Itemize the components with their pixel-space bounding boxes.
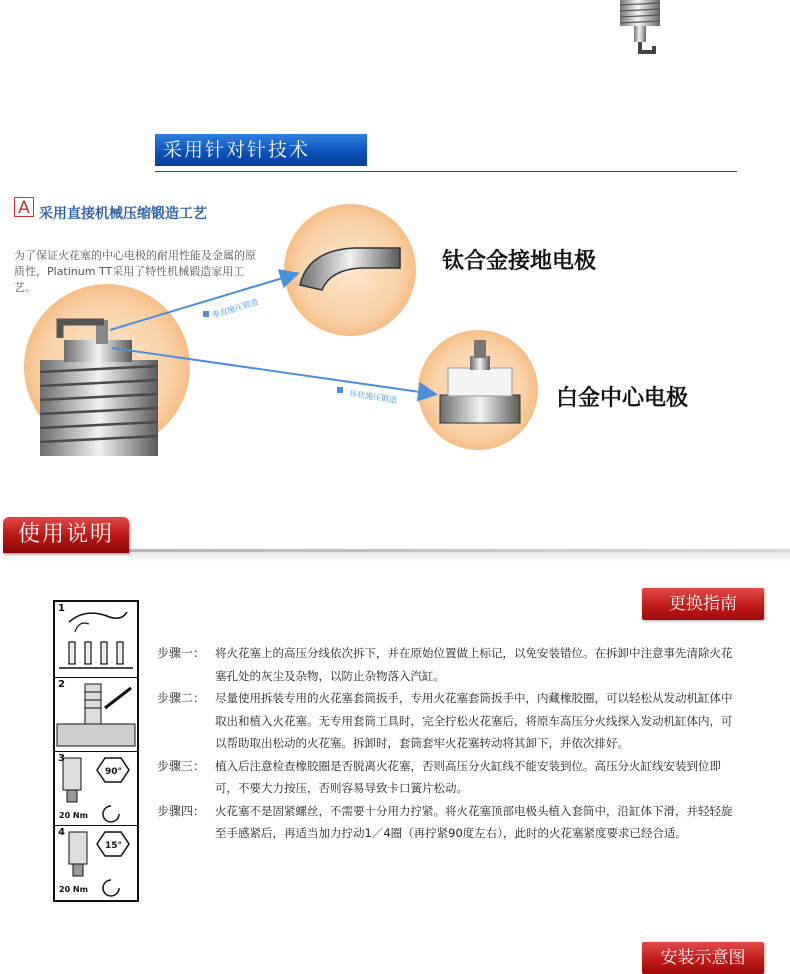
- step-item: [157, 687, 742, 755]
- panel-step-number: 1: [58, 603, 65, 614]
- panel-step-1: [55, 602, 137, 678]
- step-label: 步骤三：: [157, 758, 206, 773]
- spark-plug-partial-image: [610, 0, 670, 60]
- step-label: 步骤四：: [157, 803, 206, 818]
- step-label: 步骤一：: [157, 646, 206, 660]
- usage-instructions-header: 使用说明: [3, 517, 129, 553]
- process-title: 采用直接机械压缩锻造工艺: [39, 206, 207, 222]
- panel-angle: 90°: [105, 767, 123, 777]
- step-illustration-panel: [53, 600, 139, 902]
- section-banner-pin-to-pin: 采用针对针技术: [155, 134, 367, 166]
- step-text: 将火花塞上的高压分线依次拆下，并在原始位置做上标记，以免安装错位。在拆卸中注意事先清除火花塞孔处的灰尘及杂物，以防止杂物落入汽缸。: [215, 646, 733, 683]
- remove-wires-illustration: [55, 602, 137, 676]
- usage-divider-shadow: [3, 552, 790, 562]
- socket-wrench-illustration: [55, 678, 137, 750]
- step-text: 植入后注意检查橡胶圈是否脱离火花塞，否则高压分火缸线不能安装到位。高压分火缸线安装到位即可，不要大力按压，否则容易导致卡口簧片松动。: [215, 758, 721, 795]
- steps-list: [157, 642, 742, 845]
- arrow-label-vertical: 垂直施压锻造: [210, 297, 260, 320]
- panel-angle: 15°: [105, 841, 123, 851]
- panel-torque: 20 Nm: [59, 885, 88, 894]
- step-label: 步骤二：: [157, 691, 206, 705]
- step-item: [157, 642, 742, 687]
- electrode-diagram: [0, 190, 790, 470]
- panel-torque: 20 Nm: [59, 811, 88, 820]
- process-marker-icon: A: [14, 197, 34, 217]
- panel-step-number: 4: [58, 827, 65, 838]
- panel-step-3: [55, 752, 137, 826]
- step-text: 火花塞不是固紧螺丝，不需要十分用力拧紧。将火花塞顶部电极头植入套筒中，沿缸体下滑，并轻轻旋至手感紧后，再适当加力拧动1／4圈（再拧紧90度左右），此时的火花塞紧度要求已经合适。: [215, 803, 733, 840]
- torque-90-illustration: [55, 752, 137, 824]
- arrow-label-ring: 环状施压锻造: [348, 389, 398, 405]
- titanium-ground-electrode-label: 钛合金接地电极: [442, 248, 597, 274]
- install-diagram-button[interactable]: 安装示意图: [642, 942, 764, 974]
- process-description: 为了保证火花塞的中心电极的耐用性能及金属的原质性，Platinum TT采用了特性机械锻造家用工艺。: [14, 249, 256, 294]
- step-text: 尽量使用拆装专用的火花塞套筒扳手，专用火花塞套筒扳手中，内藏橡胶圈，可以轻松从发动机缸体中取出和植入火花塞。无专用套筒工具时，完全拧松火花塞后，将原车高压分火线探入发动机缸体内，可以帮助取出松动的火花塞。拆卸时，套筒套牢火花塞转动将其卸下，并依次排好。: [215, 691, 733, 750]
- panel-step-number: 3: [58, 753, 65, 764]
- step-item: [157, 755, 742, 800]
- panel-step-2: [55, 678, 137, 752]
- divider: [155, 171, 737, 172]
- panel-step-4: [55, 826, 137, 900]
- panel-step-number: 2: [58, 679, 65, 690]
- torque-15-illustration: [55, 826, 137, 898]
- platinum-center-electrode-label: 白金中心电极: [556, 385, 689, 411]
- replace-guide-button[interactable]: 更换指南: [642, 588, 764, 620]
- step-item: [157, 800, 742, 845]
